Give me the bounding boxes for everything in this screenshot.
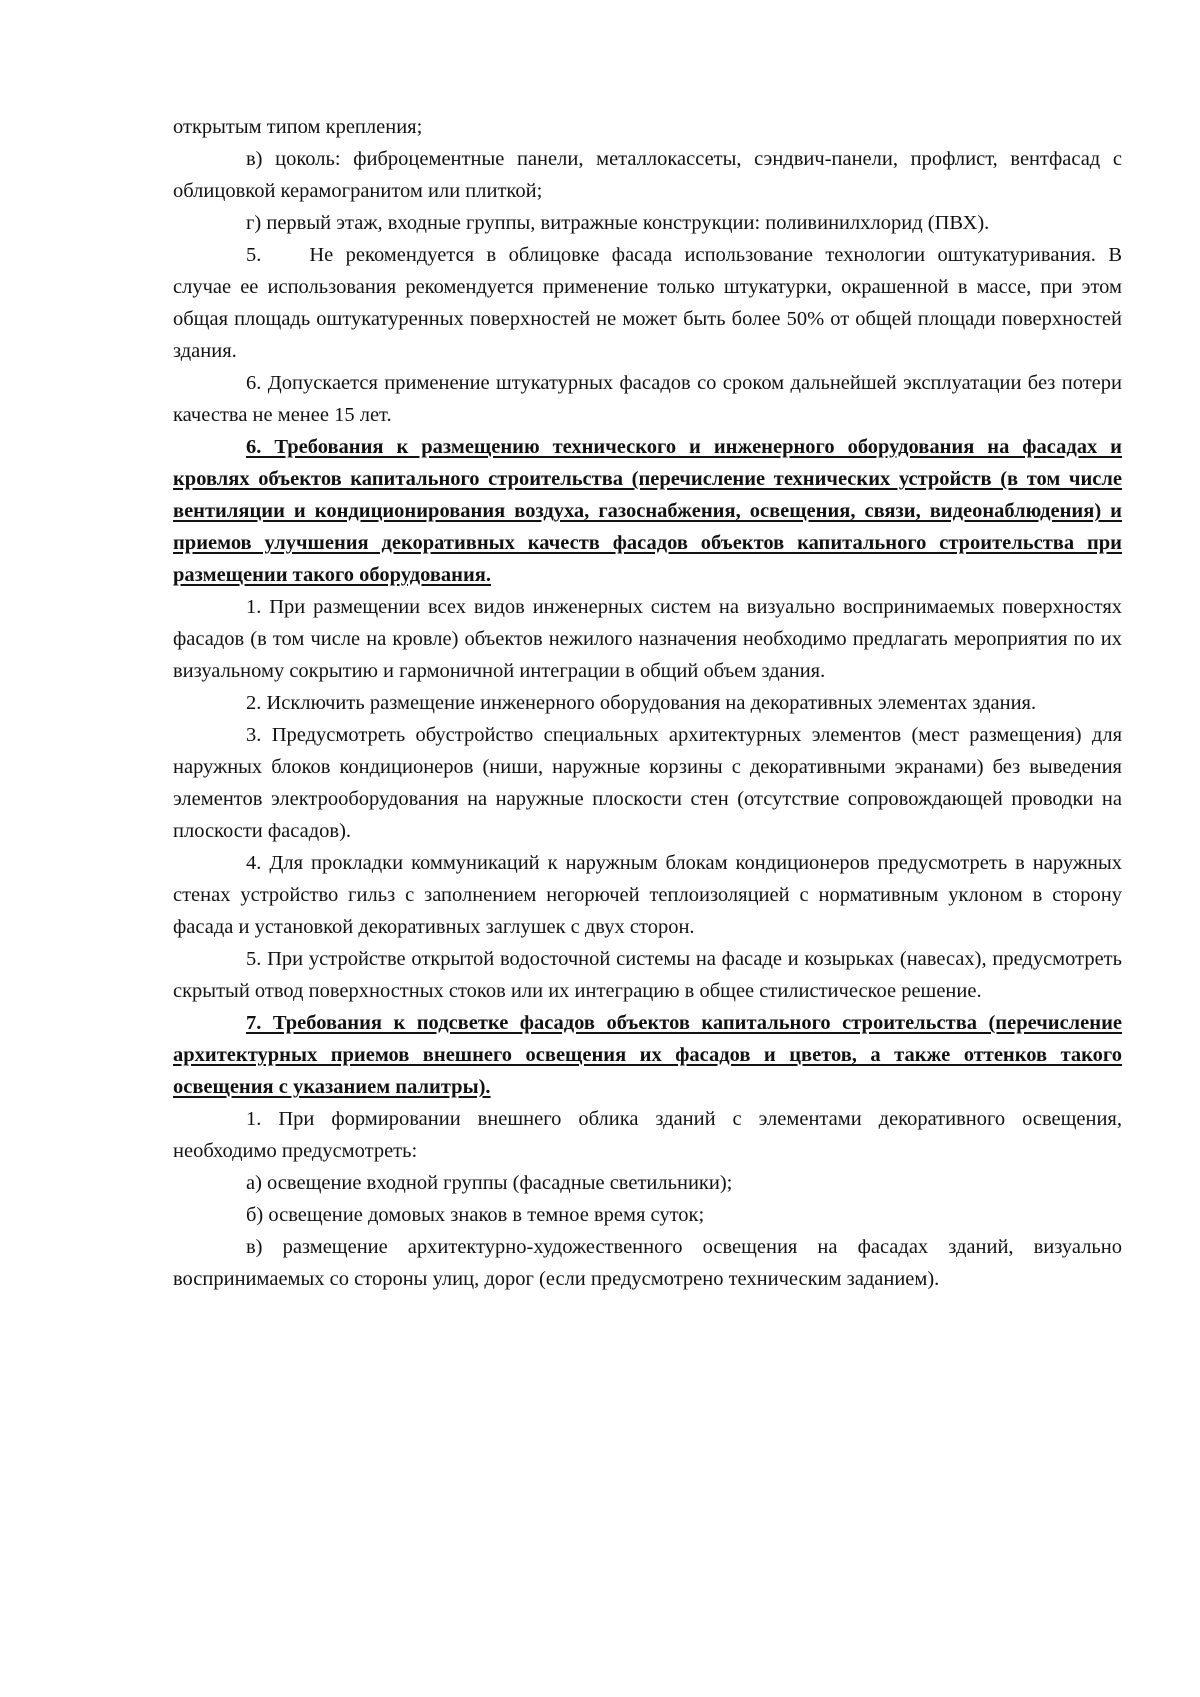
- section-heading-7: 7. Требования к подсветке фасадов объектов капитального строительства (перечисление архитектурных приемов внешнего освещения их фасадов и цветов, а также оттенков такого освещения с указанием палитры).: [173, 1012, 1122, 1098]
- paragraph-engineering-3: 3. Предусмотреть обустройство специальных архитектурных элементов (мест размещения) для наружных блоков кондиционеров (ниши, наружные корзины с декоративными экранами) без выведения элементов электрооборудования на наружные плоскости стен (отсутствие сопровождающей проводки на плоскости фасадов).: [173, 724, 1122, 842]
- paragraph-lighting-c: в) размещение архитектурно-художественного освещения на фасадах зданий, визуально воспринимаемых со стороны улиц, дорог (если предусмотрено техническим заданием).: [173, 1236, 1122, 1290]
- document-page: [173, 111, 1122, 1295]
- paragraph-engineering-2: 2. Исключить размещение инженерного оборудования на декоративных элементах здания.: [246, 692, 1037, 714]
- paragraph-engineering-4: 4. Для прокладки коммуникаций к наружным блокам кондиционеров предусмотреть в наружных стенах устройство гильз с заполнением негорючей теплоизоляцией с нормативным уклоном в сторону фасада и установкой декоративных заглушек с двух сторон.: [173, 852, 1122, 938]
- paragraph-plinth: в) цоколь: фиброцементные панели, металлокассеты, сэндвич-панели, профлист, вентфасад с облицовкой керамогранитом или плиткой;: [173, 148, 1122, 202]
- paragraph-lighting-a: а) освещение входной группы (фасадные светильники);: [246, 1172, 733, 1194]
- section-heading-6: 6. Требования к размещению технического и инженерного оборудования на фасадах и кровлях объектов капитального строительства (перечисление технических устройств (в том числе вентиляции и кондиционирования воздуха, газоснабжения, освещения, связи, видеонаблюдения) и приемов улучшения декоративных качеств фасадов объектов капитального строительства при размещении такого оборудования.: [173, 436, 1122, 586]
- paragraph-item-5: [173, 239, 1122, 367]
- item-number: 5.: [246, 244, 262, 266]
- paragraph-item-6: 6. Допускается применение штукатурных фасадов со сроком дальнейшей эксплуатации без потери качества не менее 15 лет.: [173, 372, 1122, 426]
- paragraph-continuation: открытым типом крепления;: [173, 116, 423, 138]
- paragraph-engineering-5: 5. При устройстве открытой водосточной системы на фасаде и козырьках (навесах), предусмотреть скрытый отвод поверхностных стоков или их интеграцию в общее стилистическое решение.: [173, 948, 1122, 1002]
- paragraph-first-floor: г) первый этаж, входные группы, витражные конструкции: поливинилхлорид (ПВХ).: [246, 212, 990, 234]
- paragraph-engineering-1: 1. При размещении всех видов инженерных систем на визуально воспринимаемых поверхностях фасадов (в том числе на кровле) объектов нежилого назначения необходимо предлагать мероприятия по их визуальному сокрытию и гармоничной интеграции в общий объем здания.: [173, 596, 1122, 682]
- paragraph-lighting-1: 1. При формировании внешнего облика зданий с элементами декоративного освещения, необходимо предусмотреть:: [173, 1108, 1122, 1162]
- item-text: Не рекомендуется в облицовке фасада использование технологии оштукатуривания. В случае ее использования рекомендуется применение только штукатурки, окрашенной в массе, при этом общая площадь оштукатуренных поверхностей не может быть более 50% от общей площади поверхностей здания.: [173, 244, 1122, 362]
- paragraph-lighting-b: б) освещение домовых знаков в темное время суток;: [246, 1204, 705, 1226]
